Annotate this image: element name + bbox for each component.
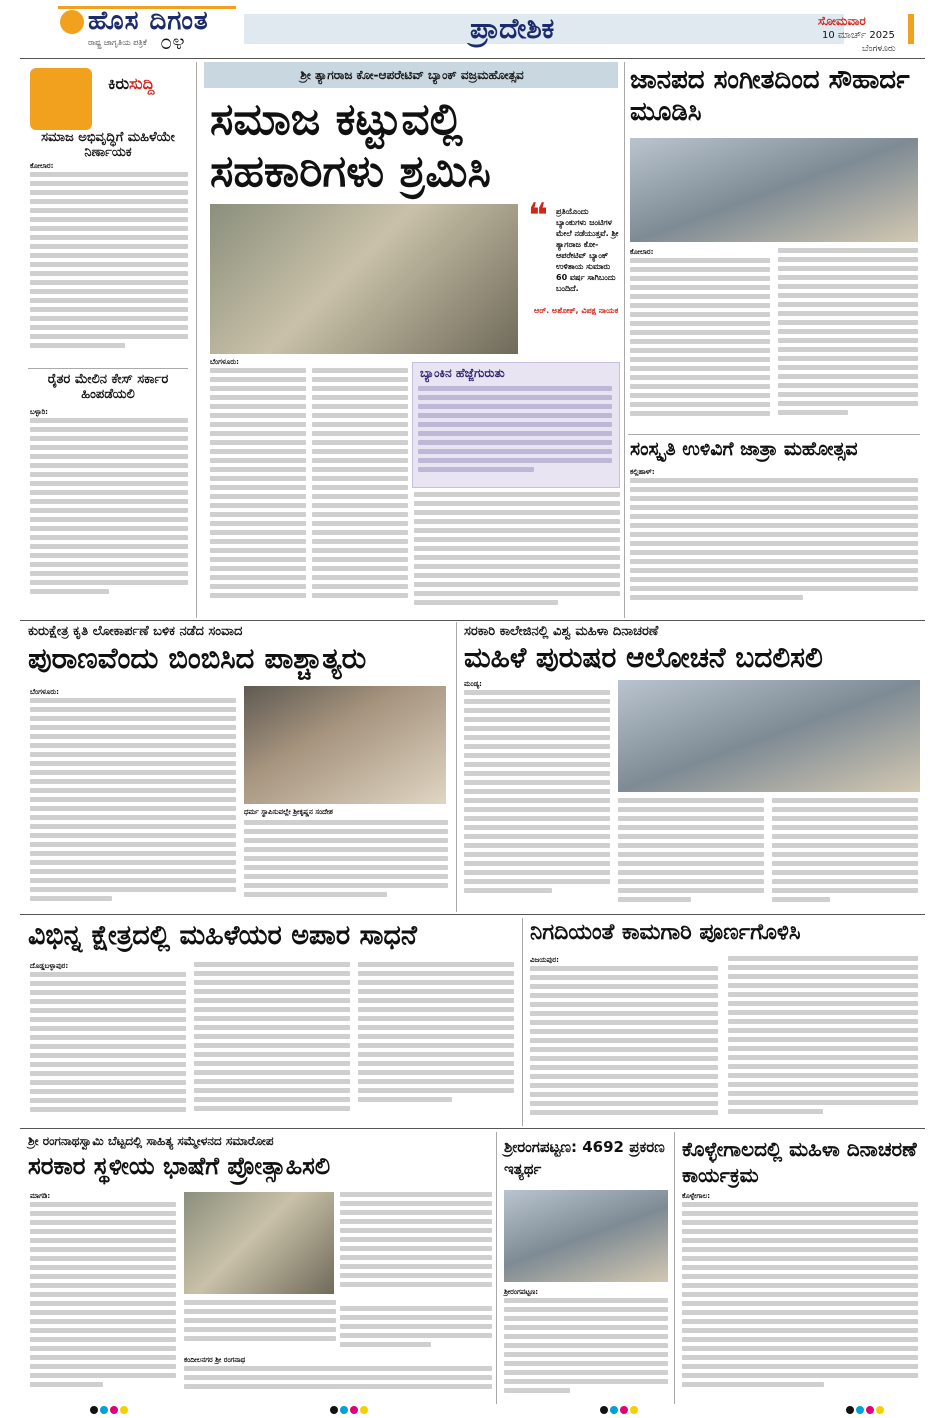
vibhinna-body-col1	[30, 972, 186, 1124]
sahitya-caption: ಕಂದೀಲನಗರ ಶ್ರೀ ರಂಗನಾಥ	[184, 1356, 246, 1364]
section-title: ಪ್ರಾದೇಶಿಕ	[470, 12, 555, 45]
brief-divider	[28, 368, 188, 369]
brief-headline-1: ಸಮಾಜ ಅಭಿವೃದ್ಧಿಗೆ ಮಹಿಳೆಯೇ ನಿರ್ಣಾಯಕ	[41, 130, 175, 160]
kiru-label-a: ಕಿರು	[108, 74, 130, 93]
issue-date: 10 ಮಾರ್ಚ್ 2025	[822, 30, 895, 41]
womensday-body-col2	[618, 798, 764, 910]
registration-marks	[90, 1406, 130, 1417]
page-number: ೦೪	[160, 30, 185, 55]
registration-marks	[600, 1406, 640, 1417]
masthead-divider	[20, 58, 925, 59]
brief-body-2	[30, 418, 188, 612]
lead-body-col2	[312, 368, 408, 616]
lead-body-col3	[414, 492, 620, 616]
nigadi-body-col2	[728, 956, 918, 1124]
sahitya-headline: ಸರಕಾರ ಸ್ಥಳೀಯ ಭಾಷೆಗೆ ಪ್ರೋತ್ಸಾಹಿಸಲಿ	[28, 1152, 331, 1180]
janapada-body-col2	[778, 248, 918, 428]
jatra-body	[630, 478, 918, 614]
womensday-headline: ಮಹಿಳೆ ಪುರುಷರ ಆಲೋಚನೆ ಬದಲಿಸಲಿ	[464, 641, 823, 674]
sahitya-body-col3	[184, 1300, 336, 1352]
kurukshetra-body-col1	[30, 698, 236, 908]
jatra-headline: ಸಂಸ್ಕೃತಿ ಉಳಿವಿಗೆ ಜಾತ್ರಾ ಮಹೋತ್ಸವ	[630, 438, 858, 460]
section-divider	[628, 434, 920, 435]
banking-box-body	[418, 386, 612, 482]
sahitya-photo	[184, 1192, 334, 1294]
masthead	[0, 0, 945, 58]
kollegal-dateline: ಕೊಳ್ಳೇಗಾಲ:	[682, 1192, 711, 1200]
sahitya-body-col2	[340, 1192, 492, 1302]
womensday-photo	[618, 680, 920, 792]
edition-city: ಬೆಂಗಳೂರು	[862, 44, 896, 54]
banking-box-title: ಬ್ಯಾಂಕಿನ ಹೆಜ್ಜೆಗುರುತು	[420, 366, 505, 380]
womensday-kicker: ಸರಕಾರಿ ಕಾಲೇಜಿನಲ್ಲಿ ವಿಶ್ವ ಮಹಿಳಾ ದಿನಾಚರಣೆ	[464, 624, 659, 639]
vibhinna-body-col2	[194, 962, 350, 1124]
janapada-dateline: ಕೋಲಾರ:	[630, 248, 654, 256]
vibhinna-body-col3	[358, 962, 514, 1124]
sahitya-kicker: ಶ್ರೀ ರಂಗನಾಥಸ್ವಾಮಿ ಬೆಟ್ಟದಲ್ಲಿ ಸಾಹಿತ್ಯ ಸಮ್ಮೇಳನದ ಸಮಾರೋಪ	[28, 1134, 274, 1148]
sahitya-body-col4	[184, 1366, 492, 1400]
sahitya-dateline: ಮಾಗಡಿ:	[30, 1192, 51, 1200]
lead-quote: ಪ್ರತಿಯೊಂದು ಬ್ಯಾಂಕುಗಳು ಜಂಟಿಗಳ ಮೇಲೆ ನಡೆಯುತ್ತವೆ. ಶ್ರೀ ತ್ಯಾಗರಾಜ ಕೋ-ಆಪರೇಟಿವ್ ಬ್ಯಾಂಕ್ ಉಳಿತಾಯ ಸುಮಾರು 60 ವರ್ಷ ಸಾಗಿಬಂದು ಬಂದಿದೆ.	[556, 207, 619, 293]
brief-dateline-1: ಕೋಲಾರ:	[30, 162, 54, 170]
masthead-accent	[908, 14, 914, 44]
kollegal-headline: ಕೊಳ್ಳೇಗಾಲದಲ್ಲಿ ಮಹಿಳಾ ದಿನಾಚರಣೆ ಕಾರ್ಯಕ್ರಮ	[682, 1137, 917, 1187]
brief-body-1	[30, 172, 188, 362]
womensday-body-col1	[464, 690, 610, 910]
vibhinna-headline: ವಿಭಿನ್ನ ಕ್ಷೇತ್ರದಲ್ಲಿ ಮಹಿಳೆಯರ ಅಪಾರ ಸಾಧನೆ	[28, 920, 417, 951]
kiru-suddi-label	[108, 74, 154, 94]
column-rule	[522, 918, 523, 1126]
row-divider	[20, 620, 925, 621]
janapada-headline: ಜಾನಪದ ಸಂಗೀತದಿಂದ ಸೌಹಾರ್ದ ಮೂಡಿಸಿ	[630, 65, 910, 127]
column-rule	[674, 1132, 675, 1404]
lead-photo	[210, 204, 518, 354]
lead-dateline: ಬೆಂಗಳೂರು:	[210, 358, 239, 366]
quote-icon: ❝	[528, 196, 548, 236]
column-rule	[196, 62, 197, 618]
lead-headline: ಸಮಾಜ ಕಟ್ಟುವಲ್ಲಿ ಸಹಕಾರಿಗಳು ಶ್ರಮಿಸಿ	[210, 94, 491, 197]
janapada-body-col1	[630, 258, 770, 428]
kurukshetra-headline: ಪುರಾಣವೆಂದು ಬಿಂಬಿಸಿದ ಪಾಶ್ಚಾತ್ಯರು	[28, 641, 367, 675]
logo-tagline: ರಾಷ್ಟ್ರ ಜಾಗೃತಿಯ ಪತ್ರಿಕೆ	[88, 38, 147, 47]
column-rule	[456, 622, 457, 912]
newspaper-logo: ಹೊಸ ದಿಗಂತ	[88, 6, 209, 36]
column-rule	[496, 1132, 497, 1404]
sahitya-body-col5	[340, 1306, 492, 1362]
nigadi-dateline: ವಿಜಯಪುರ:	[530, 956, 559, 964]
kurukshetra-photo	[244, 686, 446, 804]
lead-body-col1	[210, 368, 306, 616]
nigadi-body-col1	[530, 966, 718, 1124]
kiru-label-b: ಸುದ್ದಿ	[129, 74, 155, 93]
nigadi-headline: ನಿಗದಿಯಂತೆ ಕಾಮಗಾರಿ ಪೂರ್ಣಗೊಳಿಸಿ	[530, 920, 801, 945]
jatra-dateline: ಕಲ್ಲಿಹಾಳ್:	[630, 468, 655, 476]
kurukshetra-dateline: ಬೆಂಗಳೂರು:	[30, 688, 59, 696]
kurukshetra-caption: ಧರ್ಮ ಸ್ಥಾಪಿಸುವಲ್ಲೇ ಶ್ರೀಕೃಷ್ಣನ ಸಂದೇಶ	[244, 808, 333, 816]
kurukshetra-body-col2	[244, 820, 448, 908]
srirangapatna-body	[504, 1298, 668, 1398]
vibhinna-dateline: ದೊಡ್ಡಬಳ್ಳಾಪುರ:	[30, 962, 69, 970]
womensday-body-col3	[772, 798, 918, 910]
lead-kicker: ಶ್ರೀ ತ್ಯಾಗರಾಜ ಕೋ-ಆಪರೇಟಿವ್ ಬ್ಯಾಂಕ್ ವಜ್ರಮಹೋತ್ಸವ	[300, 68, 524, 82]
row-divider	[20, 1128, 925, 1129]
registration-marks	[846, 1406, 886, 1417]
sahitya-body-col1	[30, 1202, 176, 1398]
srirangapatna-dateline: ಶ್ರೀರಂಗಪಟ್ಟಣ:	[504, 1288, 539, 1296]
logo-emblem-icon	[60, 10, 84, 34]
srirangapatna-headline: ಶ್ರೀರಂಗಪಟ್ಟಣ: 4692 ಪ್ರಕರಣ ಇತ್ಯರ್ಥ	[504, 1138, 665, 1178]
kurukshetra-kicker: ಕುರುಕ್ಷೇತ್ರ ಕೃತಿ ಲೋಕಾರ್ಪಣೆ ಬಳಿಕ ನಡೆದ ಸಂವಾದ	[28, 624, 243, 639]
srirangapatna-photo	[504, 1190, 668, 1282]
brief-dateline-2: ಬಳ್ಳಾರಿ:	[30, 408, 48, 416]
registration-marks	[330, 1406, 370, 1417]
brief-headline-2: ರೈತರ ಮೇಲಿನ ಕೇಸ್ ಸರ್ಕಾರ ಹಿಂಪಡೆಯಲಿ	[47, 372, 169, 402]
column-rule	[624, 62, 625, 618]
quote-author: ಆರ್. ಅಶೋಕ್, ವಿಪಕ್ಷ ನಾಯಕ	[534, 306, 619, 315]
kiru-suddi-icon	[30, 68, 92, 130]
issue-day: ಸೋಮವಾರ	[818, 14, 866, 28]
row-divider	[20, 914, 925, 915]
womensday-dateline: ಮಂಡ್ಯ:	[464, 680, 482, 688]
kollegal-body	[682, 1202, 918, 1398]
janapada-photo	[630, 138, 918, 242]
